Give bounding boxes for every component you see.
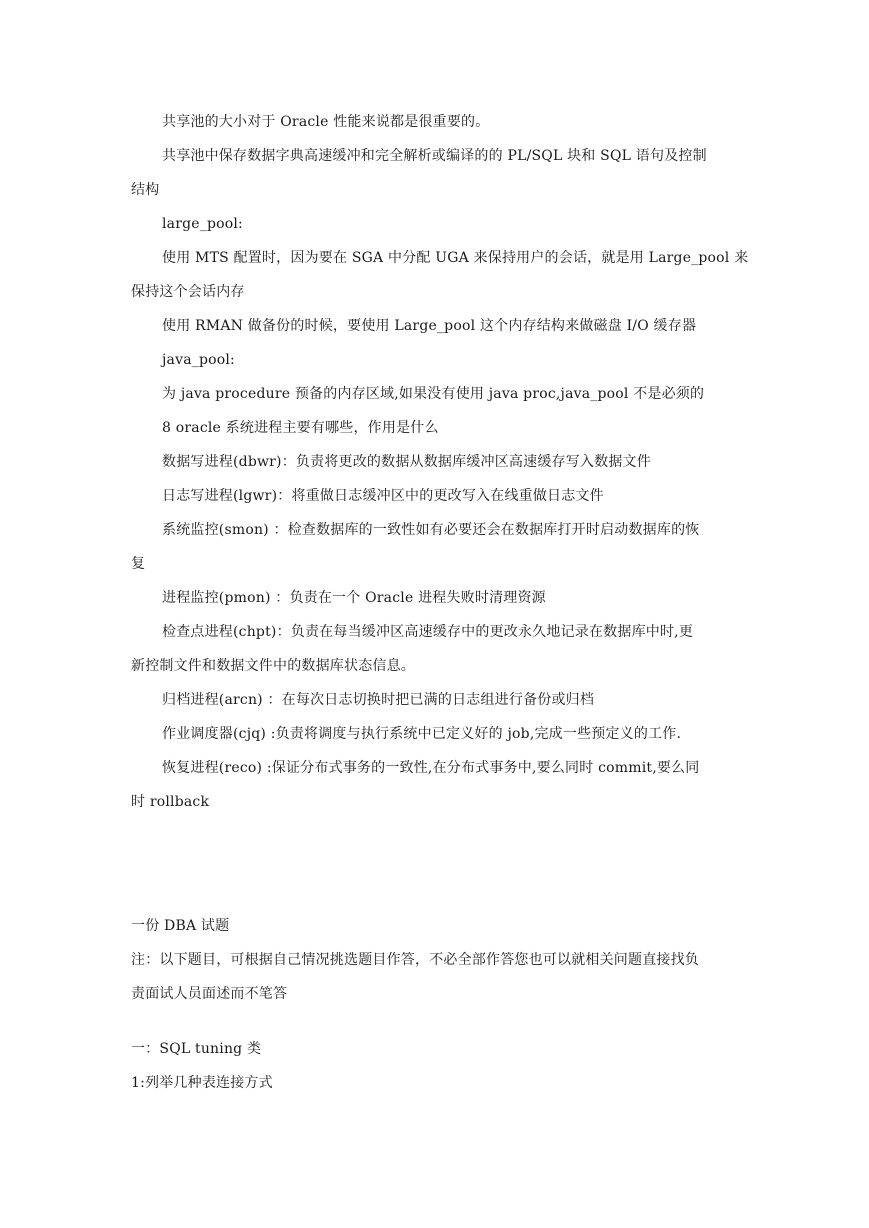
- paragraph-line: 共享池中保存数据字典高速缓冲和完全解析或编译的的 PL/SQL 块和 SQL 语句及控制: [162, 148, 707, 164]
- paragraph-line: 责面试人员面述而不笔答: [131, 986, 288, 1002]
- paragraph-line: 检查点进程(chpt)：负责在每当缓冲区高速缓存中的更改永久地记录在数据库中时,更: [162, 624, 694, 640]
- paragraph-line: large_pool:: [162, 216, 243, 232]
- paragraph-line: 使用 RMAN 做备份的时候，要使用 Large_pool 这个内存结构来做磁盘 I/O 缓存器: [162, 318, 697, 334]
- paragraph-line: 注：以下题目，可根据自己情况挑选题目作答，不必全部作答您也可以就相关问题直接找负: [131, 952, 699, 968]
- paragraph-line: 时 rollback: [131, 794, 210, 810]
- paragraph-line: 使用 MTS 配置时，因为要在 SGA 中分配 UGA 来保持用户的会话，就是用 Large_pool 来: [162, 250, 749, 266]
- paragraph-line: 日志写进程(lgwr)：将重做日志缓冲区中的更改写入在线重做日志文件: [162, 488, 604, 504]
- paragraph-line: 作业调度器(cjq) :负责将调度与执行系统中已定义好的 job,完成一些预定义的工作.: [162, 726, 682, 742]
- section-heading: 一：SQL tuning 类: [131, 1041, 262, 1057]
- paragraph-line: 复: [131, 556, 146, 572]
- paragraph-line: 保持这个会话内存: [131, 284, 245, 300]
- paragraph-line: 新控制文件和数据文件中的数据库状态信息。: [131, 658, 415, 674]
- paragraph-line: 结构: [131, 182, 160, 198]
- paragraph-line: 进程监控(pmon) ：负责在一个 Oracle 进程失败时清理资源: [162, 590, 546, 606]
- question-line: 1:列举几种表连接方式: [131, 1075, 273, 1091]
- paragraph-line: java_pool:: [162, 352, 235, 368]
- paragraph-line: 恢复进程(reco) :保证分布式事务的一致性,在分布式事务中,要么同时 commit,要么同: [162, 760, 700, 776]
- paragraph-line: 系统监控(smon) ：检查数据库的一致性如有必要还会在数据库打开时启动数据库的恢: [162, 522, 700, 538]
- paragraph-line: 归档进程(arcn) ：在每次日志切换时把已满的日志组进行备份或归档: [162, 692, 595, 708]
- section-title: 一份 DBA 试题: [131, 918, 230, 934]
- paragraph-line: 8 oracle 系统进程主要有哪些，作用是什么: [162, 420, 439, 436]
- paragraph-line: 共享池的大小对于 Oracle 性能来说都是很重要的。: [162, 114, 490, 130]
- paragraph-line: 数据写进程(dbwr)：负责将更改的数据从数据库缓冲区高速缓存写入数据文件: [162, 454, 651, 470]
- paragraph-line: 为 java procedure 预备的内存区域,如果没有使用 java proc,java_pool 不是必须的: [162, 386, 705, 402]
